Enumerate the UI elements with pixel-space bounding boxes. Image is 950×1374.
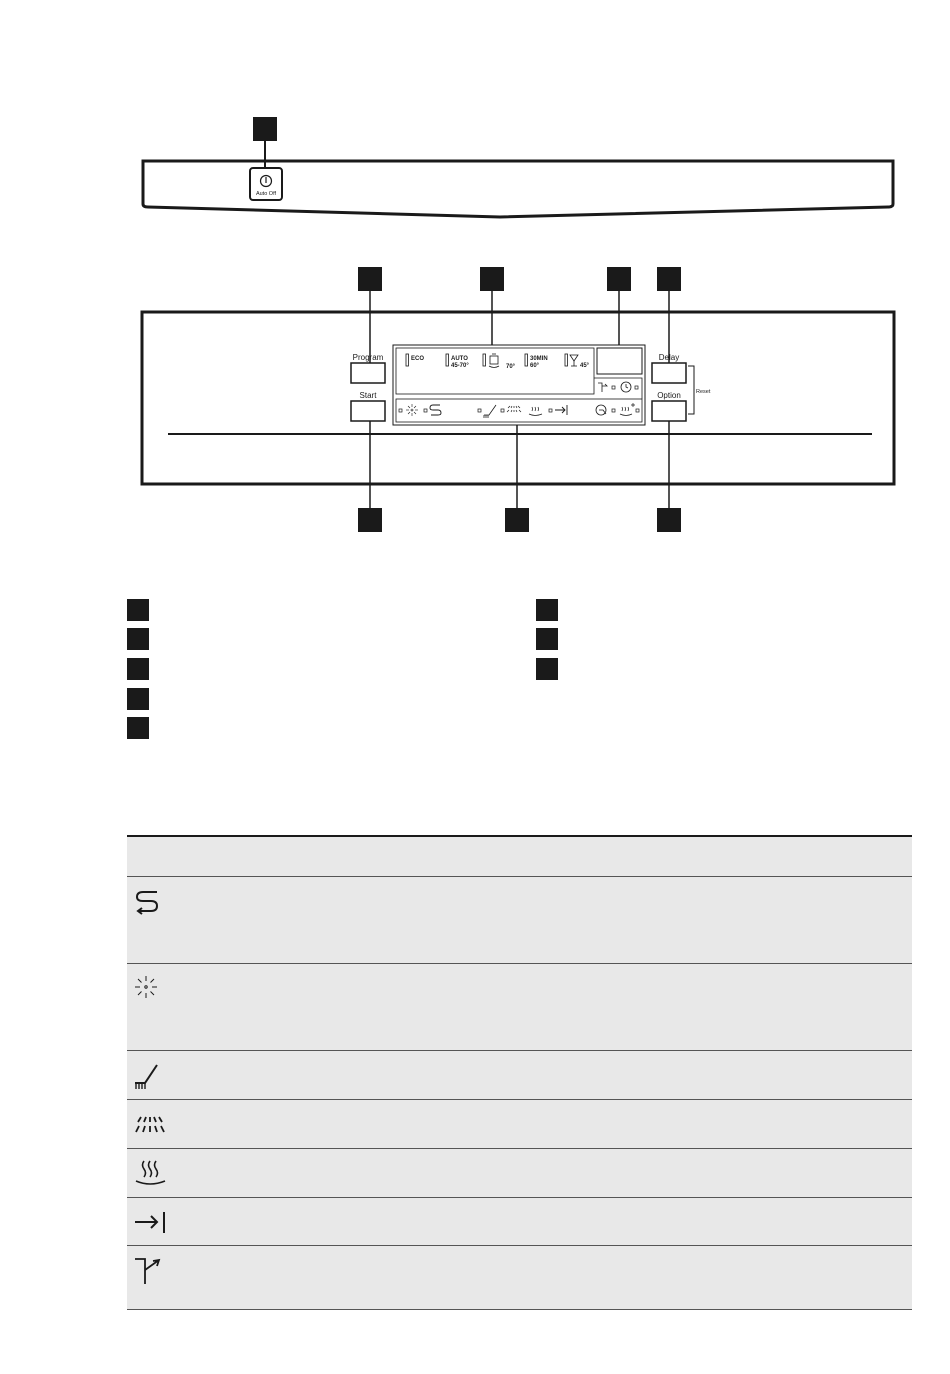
legend-marker-5 [127,717,149,739]
program-button-label: Program [352,353,384,362]
table-cell-symbol [127,1100,177,1149]
control-panel-diagram [0,0,950,560]
callout-marker-1 [253,117,277,141]
start-button[interactable] [351,391,385,421]
callout-marker-3 [480,267,504,291]
drying-icon [133,1159,169,1189]
option-button[interactable] [652,391,686,421]
legend-marker-8 [536,658,558,680]
callout-marker-6 [358,508,382,532]
washing-icon [133,1110,169,1140]
callout-marker-4 [607,267,631,291]
table-header-description [177,836,912,877]
callout-marker-7 [505,508,529,532]
table-cell-symbol [127,1149,177,1198]
start-button-label: Start [359,391,377,400]
reset-bracket [688,366,694,414]
legend-marker-7 [536,628,558,650]
display [393,345,645,425]
callout-marker-2 [358,267,382,291]
svg-text:ECO: ECO [411,356,425,362]
legend-marker-3 [127,658,149,680]
water-hardness-icon [133,1256,169,1286]
table-row [127,1149,912,1198]
table-cell-symbol [127,877,177,964]
table-cell-description [177,877,912,964]
table-cell-symbol [127,1198,177,1246]
option-button-label: Option [657,391,681,400]
svg-text:45-70°: 45-70° [451,363,469,369]
rinse-aid-icon [133,974,163,1004]
svg-text:45°: 45° [580,363,590,369]
svg-text:30MIN: 30MIN [530,356,548,362]
table-cell-description [177,1051,912,1100]
table-cell-description [177,1246,912,1310]
prewash-icon [133,1061,163,1091]
symbol-table [127,835,912,1310]
power-button[interactable] [250,168,282,200]
table-row [127,1051,912,1100]
table-cell-description [177,1149,912,1198]
table-cell-symbol [127,1246,177,1310]
end-icon [133,1208,169,1238]
table-cell-description [177,964,912,1051]
legend-marker-1 [127,599,149,621]
table-row [127,877,912,964]
table-header-row [127,836,912,877]
delay-button-label: Delay [658,353,680,362]
power-button-label: Auto Off [255,191,277,197]
reset-label: Reset [696,389,711,395]
svg-text:60°: 60° [530,363,540,369]
table-cell-description [177,1100,912,1149]
callout-marker-5 [657,267,681,291]
table-row [127,1100,912,1149]
table-row [127,964,912,1051]
table-row [127,1246,912,1310]
table-row [127,1198,912,1246]
salt-icon [133,887,163,917]
delay-button[interactable] [652,353,686,383]
program-button[interactable] [351,353,385,383]
table-header-symbol [127,836,177,877]
table-cell-description [177,1198,912,1246]
callout-marker-8 [657,508,681,532]
table-cell-symbol [127,964,177,1051]
legend-marker-2 [127,628,149,650]
time-display [597,348,642,374]
svg-text:70°: 70° [506,364,516,370]
legend-marker-6 [536,599,558,621]
table-cell-symbol [127,1051,177,1100]
legend-marker-4 [127,688,149,710]
svg-text:AUTO: AUTO [451,356,468,362]
